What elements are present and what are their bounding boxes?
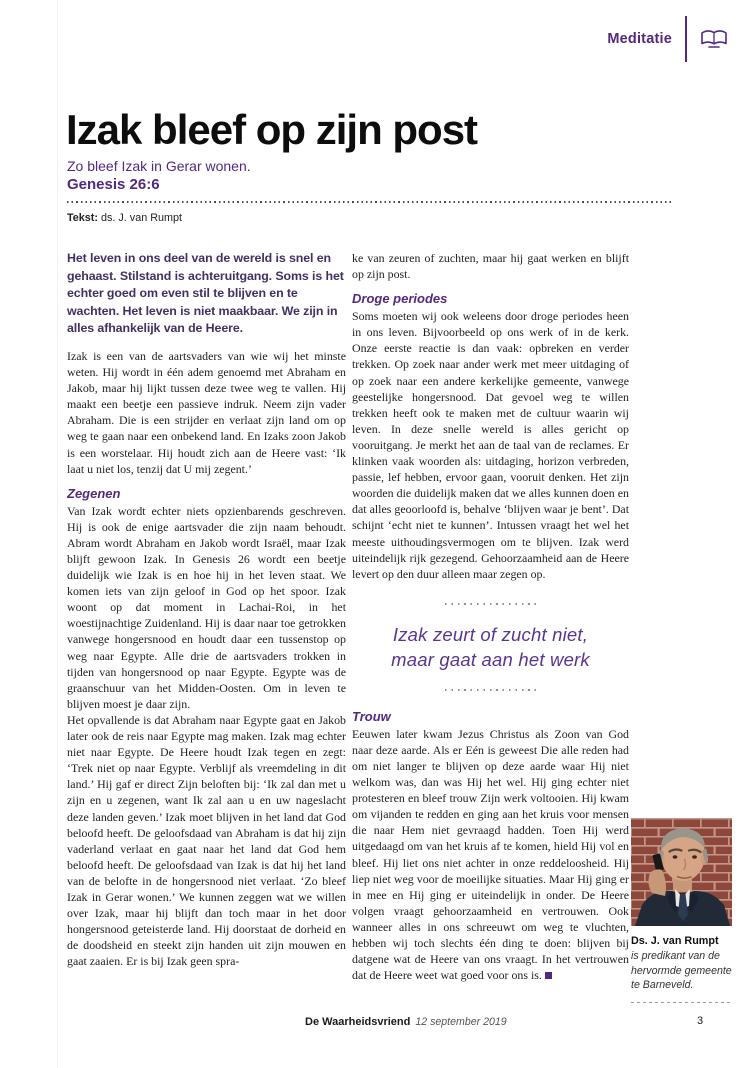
page-number: 3: [697, 1015, 704, 1027]
dotted-rule: [67, 201, 672, 203]
body-paragraph-text: Eeuwen later kwam Jezus Christus als Zoon van God naar deze aarde. Als er Eén is geweest Die alle reden had om niet langer te blijven op deze aarde waar Hij niet welkom was, dan was Hij het wel. Hij ging echter niet protesteren en bleef trouw Zijn werk voltooien. Hij kwam om vijanden te redden en ging aan het kruis voor mensen die naar Hem niet gevraagd hadden. Toen Hij werd uitgedaagd om van het kruis af te komen, hield Hij vol en bleef. Hij liet ons niet achter in onze reddeloosheid. Hij liep niet weg voor de moeilijke situaties. Maar Hij ging er in mee en Hij ging er uiteindelijk in onder. De Heere volgen vraagt gehoorzaamheid en vertrouwen. Ook wanneer alles in ons schreeuwt om weg te vluchten, hebben wij toch slechts één ding te doen: blijven bij datgene wat de Heere van ons vraagt. In het vertrouwen dat de Heere weet wat goed voor ons is.: [352, 726, 629, 983]
open-book-icon: [700, 28, 728, 51]
scripture-verse: Zo bleef Izak in Gerar wonen.: [67, 158, 251, 174]
body-paragraph: Soms moeten wij ook weleens door droge periodes heen in ons leven. Bijvoorbeeld op ons werk of in de kerk. Onze eerste reactie is dan vaak: opbreken en verder trekken. Op zoek naar ander werk met meer uitdaging of op zoek naar een andere kerkelijke gemeente, vanwege geestelijke hongersnood. Dat gevoel weg te willen trekken heeft ook te maken met de cultuur waarin wij leven. In deze snelle wereld is alles gericht op vooruitgang. Je merkt het aan de taal van de reclames. Er klinken vaak woorden als: uitdaging, horizon verbreden, passie, lef hebben, ervoor gaan, vooruit denken. Het zijn woorden die duidelijk maken dat we alles kunnen doen en dat alles geoorloofd is, behalve ‘blijven waar je bent’. Dat schijnt ‘echt niet te kunnen’. Intussen vraagt het wel het meeste uithoudingsvermogen om te blijven. Izak werd uiteindelijk rijk gezegend. Gehoorzaamheid aan de Heere levert op den duur alleen maar zegen op.: [352, 309, 629, 581]
section-label: Meditatie: [607, 31, 672, 47]
intro-paragraph: Het leven in ons deel van de wereld is snel en gehaast. Stilstand is achteruitgang. Soms is het echter goed om even stil te blijven en te wachten. Het leven is niet maakbaar. We zijn in alles afhankelijk van de Heere.: [67, 251, 344, 336]
quote-dots-top: [445, 603, 537, 605]
end-of-article-mark: [545, 972, 552, 979]
author-name: Ds. J. van Rumpt: [631, 935, 719, 947]
text-column-left: [67, 250, 346, 969]
quote-dots-bottom: [445, 689, 537, 691]
section-heading-trouw: Trouw: [352, 708, 391, 724]
byline: [67, 212, 182, 224]
body-paragraph: Izak is een van de aartsvaders van wie wij het minste weten. Hij wordt in één adem genoemd met Abraham en Jakob, maar hij lijkt tussen deze twee weg te vallen. Hij maakt een beetje een passieve indruk. Neem zijn vader Abraham. Die is een strijder en verlaat zijn land om op weg te gaan naar een onbekend land. En Izaks zoon Jakob is een worstelaar. Hij houdt zich aan de Heere vast: ‘Ik laat u niet los, tenzij dat U mij zegent.’: [67, 348, 346, 476]
scripture-reference: Genesis 26:6: [67, 176, 160, 193]
author-box-rule: [631, 1002, 732, 1003]
footer: [305, 1016, 507, 1028]
body-paragraph: ke van zeuren of zuchten, maar hij gaat werken en blijft op zijn post.: [352, 251, 629, 282]
body-paragraph: Van Izak wordt echter niets opzienbarends geschreven. Hij is ook de enige aartsvader die zijn naam behoudt. Abram wordt Abraham en Jakob wordt Israël, maar Izak blijft gewoon Izak. In Genesis 26 wordt een beetje duidelijk wie Izak is en hoe hij in het leven staat. We komen iets van zijn geloof in God op het spoor. Izak woont op dat moment in Lachai-Roi, in het woestijnachtige Zuidenland. Hij is daar naar toe getrokken vanwege hongersnood en houdt daar een tussenstop op weg naar Egypte. Alle drie de aartsvaders trokken in tijden van hongersnood op naar Egypte. Egypte was de graanschuur van het Midden-Oosten. Om in leven te blijven moest je daar zijn.: [67, 503, 346, 711]
author-bio: is predikant van de hervormde gemeente te Barneveld.: [631, 950, 732, 991]
section-heading-droge-periodes: Droge periodes: [352, 291, 448, 307]
pull-quote-line: Izak zeurt of zucht niet,: [392, 623, 589, 645]
masthead-divider: [685, 16, 687, 62]
byline-label: Tekst:: [67, 212, 98, 224]
byline-author: ds. J. van Rumpt: [101, 212, 183, 224]
body-paragraph: [352, 726, 629, 984]
footer-magazine-title: De Waarheidsvriend: [305, 1016, 411, 1028]
masthead: [607, 16, 728, 62]
page-fold-line: [57, 0, 58, 1068]
body-paragraph: Het opvallende is dat Abraham naar Egypte gaat en Jakob later ook de reis naar Egypte mag maken. Izak mag echter niet naar Egypte. De Heere houdt Izak tegen en zegt: ‘Trek niet op naar Egypte. Verblijf als vreemdeling in dit land.’ Hij gaf er direct Zijn beloften bij: ‘Ik zal dan met u zijn en u zegenen, want Ik zal aan u en uw nageslacht deze landen geven.’ Izak moet blijven in het land dat God beloofd heeft. De geloofsdaad van Abraham is dat hij zijn vaderland verlaat en gaat naar het land dat God hem beloofd heeft. De geloofsdaad van Izak is dat hij het land van de belofte in de hongersnood niet verlaat. ‘Zo bleef Izak in Gerar wonen.’ We kunnen zeggen wat we willen over Izak, maar hij blijft dan toch maar in het door hongersnood geteisterde land. Hij doorstaat de dorheid en de doodsheid en steekt zijn handen uit zijn mouwen en gaat zaaien. Er is bij Izak geen spra-: [67, 712, 346, 969]
pull-quote-line: maar gaat aan het werk: [391, 648, 590, 670]
footer-issue-date: 12 september 2019: [415, 1016, 507, 1028]
pull-quote: [352, 595, 629, 699]
author-box: [631, 818, 732, 1003]
text-column-right: [352, 250, 629, 983]
article-title: Izak bleef op zijn post: [66, 106, 478, 154]
section-heading-zegenen: Zegenen: [67, 485, 121, 501]
author-photo: [631, 818, 732, 926]
